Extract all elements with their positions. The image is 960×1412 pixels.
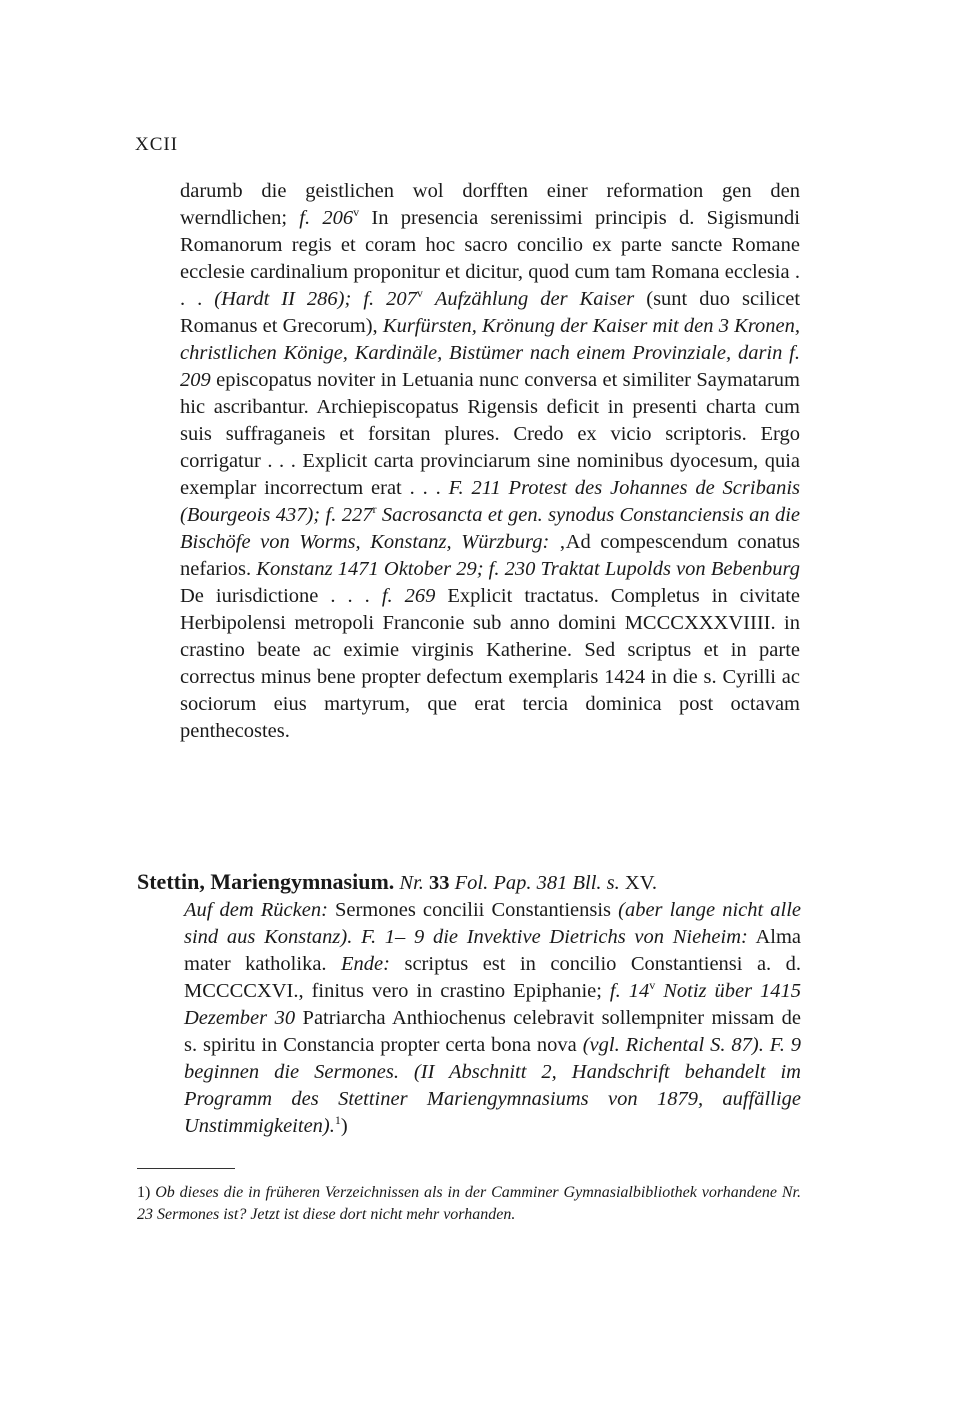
editorial-note: Notiz über 1415 Dezember 30: [184, 980, 802, 1029]
text-run: episcopatus noviter in Letuania nunc conversa et similiter Saymatarum hic ascribantur. Archiepiscopatus Rigensis deficit in presenti charta cum suis suffraganeis et forsitan plures. Credo ex vicio scriptoris. Ergo corrigatur . . . Explicit carta provinciarum sine nominibus dyocesum, quia exemplar incorrectum erat . . .: [180, 369, 800, 499]
folio-side: v: [353, 205, 360, 220]
editorial-note: Sacrosancta et gen. synodus Constanciensis an die Bischöfe von Worms, Konstanz, Würzburg:: [180, 504, 801, 553]
manuscript-entry-stettin: [137, 868, 801, 1140]
editorial-note: (aber lange nicht alle sind aus Konstanz). F. 1– 9 die Invektive Dietrichs von Nieheim:: [184, 899, 802, 948]
editorial-note: Ende:: [341, 953, 390, 975]
editorial-note: Auf dem Rücken:: [184, 899, 328, 921]
editorial-note: F. 211 Protest des Johannes de Scribanis (Bourgeois 437); f. 227: [180, 477, 801, 526]
text-run: Patriarcha Anthiochenus celebravit sollempniter missam de s. spiritu in Constancia propter certa bona nova: [184, 1007, 801, 1056]
text-run: Alma mater katholika.: [184, 926, 801, 975]
editorial-note: (vgl. Richental S. 87). F. 9 beginnen die Sermones. (II Abschnitt 2, Handschrift behandelt im Programm des Stettiner Mariengymnasiums von 1879, auffällige Unstimmigkeiten).: [184, 1034, 801, 1137]
text-run: Sermones concilii Constantiensis: [334, 899, 612, 921]
text-run: Explicit tractatus. Completus in civitate Herbipolensi metropoli Franconie sub anno domini MCCCXXXVIIII. in crastino beate ac eximie virginis Katherine. Sed scriptus et in parte correctus minus bene propter defectum exemplaris 1424 in die s. Cyrilli ac sociorum eius martyrum, que erat tercia dominica post octavam penthecostes.: [180, 585, 801, 742]
footnote-mark: 1): [137, 1184, 151, 1201]
folio-ref: f. 269: [381, 585, 436, 607]
footnote: [137, 1182, 801, 1226]
folio-ref: f. 206: [299, 207, 354, 229]
editorial-note: (Hardt II 286); f. 207: [214, 288, 417, 310]
text-run: In presencia serenissimi principis d. Sigismundi Romanorum regis et coram hoc sacro concilio ex parte sancte Romane ecclesie cardinalium proponitur et dicitur, quod cum tam Romana ecclesia . . .: [180, 207, 801, 310]
footnote-reference-close: ): [340, 1115, 348, 1137]
editorial-note: Konstanz 1471 Oktober 29; f. 230 Traktat Lupolds von Bebenburg: [256, 558, 801, 580]
footnote-text: Ob dieses die in früheren Verzeichnissen als in der Camminer Gymnasialbibliothek vorhandene Nr. 23 Sermones ist? Jetzt ist diese dort nicht mehr vorhanden.: [137, 1184, 802, 1223]
editorial-note: Fol. Pap. 381 Bll. s.: [454, 872, 620, 894]
footnote-divider: [137, 1168, 235, 1169]
text-run: XV.: [624, 872, 658, 894]
footnote-reference[interactable]: 1: [334, 1113, 341, 1128]
text-run: ‚Ad compescendum conatus nefarios.: [180, 531, 800, 580]
manuscript-entry-description: [180, 178, 800, 745]
entry-heading: Stettin, Mariengymnasium.: [137, 869, 395, 894]
text-run: scriptus est in concilio Constantiensi a. d. MCCCCXVI., finitus vero in crastino Epiphanie;: [184, 953, 802, 1002]
editorial-note: Nr.: [399, 872, 424, 894]
folio-side: v: [649, 978, 656, 993]
folio-side: v: [416, 286, 423, 301]
folio-ref: f. 14: [609, 980, 650, 1002]
editorial-note: Aufzählung der Kaiser: [434, 288, 635, 310]
editorial-note: Kurfürsten, Krönung der Kaiser mit den 3 Kronen, christlichen Könige, Kardinäle, Bistümer nach einem Provinziale, darin f. 209: [180, 315, 801, 391]
entry-body: [184, 897, 801, 1140]
text-run: De iurisdictione . . .: [180, 585, 370, 607]
shelfmark-number: 33: [429, 872, 450, 894]
text-run: darumb die geistlichen wol dorfften einer reformation gen den werndlichen;: [180, 180, 800, 229]
text-run: (sunt duo scilicet Romanus et Grecorum),: [180, 288, 801, 337]
folio-side: r: [372, 502, 377, 517]
page-number: XCII: [135, 134, 179, 155]
